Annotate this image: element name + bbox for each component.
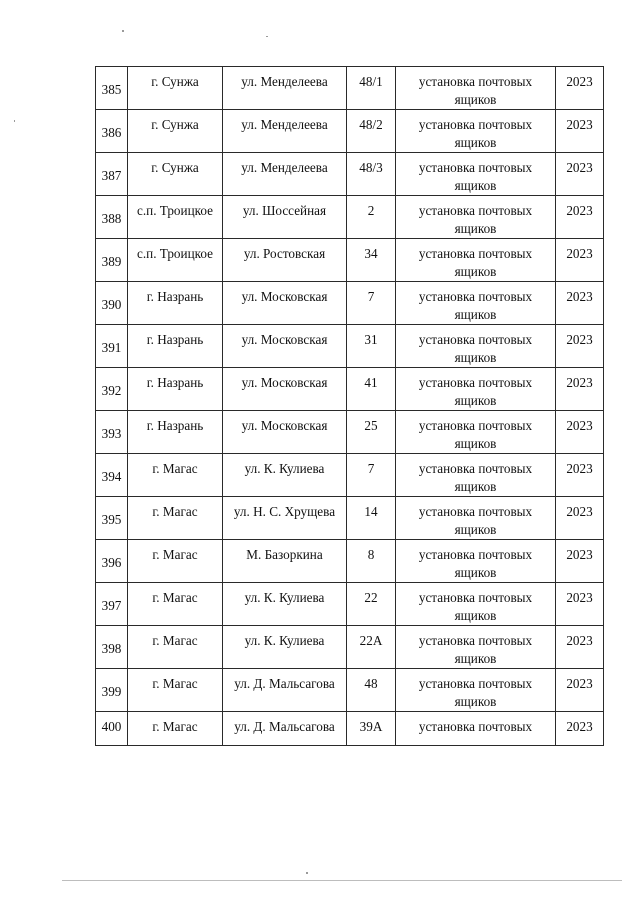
- cell-settlement: г. Назрань: [128, 411, 223, 454]
- cell-house: 8: [347, 540, 396, 583]
- cell-number: 389: [96, 239, 128, 282]
- cell-year: 2023: [556, 282, 604, 325]
- cell-year: 2023: [556, 67, 604, 110]
- cell-number: 385: [96, 67, 128, 110]
- cell-number: 387: [96, 153, 128, 196]
- cell-street: ул. Московская: [223, 411, 347, 454]
- cell-house: 7: [347, 282, 396, 325]
- cell-number: 399: [96, 669, 128, 712]
- cell-street: ул. Московская: [223, 282, 347, 325]
- cell-settlement: г. Сунжа: [128, 67, 223, 110]
- cell-work-type: установка почтовых ящиков: [396, 368, 556, 411]
- table-row: [96, 239, 604, 282]
- table-row: [96, 583, 604, 626]
- cell-settlement: с.п. Троицкое: [128, 239, 223, 282]
- table-row: [96, 540, 604, 583]
- cell-house: 48: [347, 669, 396, 712]
- cell-street: ул. Московская: [223, 368, 347, 411]
- cell-work-type: установка почтовых ящиков: [396, 411, 556, 454]
- cell-settlement: г. Магас: [128, 712, 223, 746]
- cell-work-type: установка почтовых: [396, 712, 556, 746]
- footer-divider: [62, 880, 622, 881]
- cell-year: 2023: [556, 411, 604, 454]
- cell-street: ул. Н. С. Хрущева: [223, 497, 347, 540]
- cell-work-type: установка почтовых ящиков: [396, 67, 556, 110]
- scan-speck: [14, 120, 15, 122]
- cell-year: 2023: [556, 196, 604, 239]
- table-row: [96, 497, 604, 540]
- cell-work-type: установка почтовых ящиков: [396, 153, 556, 196]
- cell-street: ул. К. Кулиева: [223, 583, 347, 626]
- cell-year: 2023: [556, 626, 604, 669]
- cell-settlement: г. Магас: [128, 454, 223, 497]
- cell-house: 48/3: [347, 153, 396, 196]
- cell-street: ул. Менделеева: [223, 110, 347, 153]
- cell-house: 48/1: [347, 67, 396, 110]
- cell-settlement: г. Магас: [128, 497, 223, 540]
- cell-number: 386: [96, 110, 128, 153]
- cell-work-type: установка почтовых ящиков: [396, 282, 556, 325]
- table-row: [96, 282, 604, 325]
- cell-year: 2023: [556, 110, 604, 153]
- cell-number: 396: [96, 540, 128, 583]
- cell-year: 2023: [556, 712, 604, 746]
- cell-work-type: установка почтовых ящиков: [396, 239, 556, 282]
- cell-year: 2023: [556, 454, 604, 497]
- cell-work-type: установка почтовых ящиков: [396, 669, 556, 712]
- cell-number: 392: [96, 368, 128, 411]
- cell-house: 7: [347, 454, 396, 497]
- cell-work-type: установка почтовых ящиков: [396, 110, 556, 153]
- cell-work-type: установка почтовых ящиков: [396, 540, 556, 583]
- table-row: [96, 110, 604, 153]
- cell-settlement: г. Назрань: [128, 368, 223, 411]
- table-row: [96, 67, 604, 110]
- cell-year: 2023: [556, 239, 604, 282]
- scan-speck: [122, 30, 124, 32]
- cell-street: ул. К. Кулиева: [223, 626, 347, 669]
- cell-number: 394: [96, 454, 128, 497]
- cell-street: ул. Шоссейная: [223, 196, 347, 239]
- cell-house: 22А: [347, 626, 396, 669]
- scan-speck: [306, 872, 308, 874]
- cell-work-type: установка почтовых ящиков: [396, 583, 556, 626]
- cell-settlement: г. Сунжа: [128, 110, 223, 153]
- cell-street: М. Базоркина: [223, 540, 347, 583]
- cell-year: 2023: [556, 583, 604, 626]
- scan-speck: [266, 36, 268, 37]
- cell-street: ул. Менделеева: [223, 153, 347, 196]
- cell-number: 400: [96, 712, 128, 746]
- table-row: [96, 368, 604, 411]
- cell-number: 398: [96, 626, 128, 669]
- cell-year: 2023: [556, 325, 604, 368]
- cell-settlement: г. Магас: [128, 626, 223, 669]
- cell-year: 2023: [556, 153, 604, 196]
- table-row: [96, 626, 604, 669]
- cell-number: 395: [96, 497, 128, 540]
- cell-settlement: г. Назрань: [128, 325, 223, 368]
- cell-work-type: установка почтовых ящиков: [396, 497, 556, 540]
- cell-settlement: с.п. Троицкое: [128, 196, 223, 239]
- cell-street: ул. Менделеева: [223, 67, 347, 110]
- cell-number: 390: [96, 282, 128, 325]
- cell-number: 388: [96, 196, 128, 239]
- table-row: [96, 454, 604, 497]
- cell-work-type: установка почтовых ящиков: [396, 196, 556, 239]
- cell-year: 2023: [556, 497, 604, 540]
- table-row: [96, 153, 604, 196]
- cell-house: 14: [347, 497, 396, 540]
- table-row: [96, 669, 604, 712]
- cell-work-type: установка почтовых ящиков: [396, 626, 556, 669]
- cell-settlement: г. Назрань: [128, 282, 223, 325]
- table-row: [96, 196, 604, 239]
- cell-house: 39А: [347, 712, 396, 746]
- cell-year: 2023: [556, 669, 604, 712]
- cell-settlement: г. Магас: [128, 669, 223, 712]
- cell-number: 391: [96, 325, 128, 368]
- table-body: [96, 67, 604, 746]
- cell-house: 48/2: [347, 110, 396, 153]
- cell-house: 25: [347, 411, 396, 454]
- cell-settlement: г. Магас: [128, 583, 223, 626]
- cell-house: 41: [347, 368, 396, 411]
- cell-house: 34: [347, 239, 396, 282]
- cell-year: 2023: [556, 368, 604, 411]
- cell-number: 393: [96, 411, 128, 454]
- cell-street: ул. Д. Мальсагова: [223, 712, 347, 746]
- address-table: [95, 66, 604, 746]
- cell-street: ул. Д. Мальсагова: [223, 669, 347, 712]
- cell-settlement: г. Магас: [128, 540, 223, 583]
- cell-house: 22: [347, 583, 396, 626]
- cell-settlement: г. Сунжа: [128, 153, 223, 196]
- cell-street: ул. Ростовская: [223, 239, 347, 282]
- table-row: [96, 712, 604, 746]
- cell-house: 2: [347, 196, 396, 239]
- cell-year: 2023: [556, 540, 604, 583]
- cell-house: 31: [347, 325, 396, 368]
- cell-work-type: установка почтовых ящиков: [396, 454, 556, 497]
- cell-number: 397: [96, 583, 128, 626]
- table-row: [96, 411, 604, 454]
- table-row: [96, 325, 604, 368]
- cell-street: ул. К. Кулиева: [223, 454, 347, 497]
- cell-work-type: установка почтовых ящиков: [396, 325, 556, 368]
- cell-street: ул. Московская: [223, 325, 347, 368]
